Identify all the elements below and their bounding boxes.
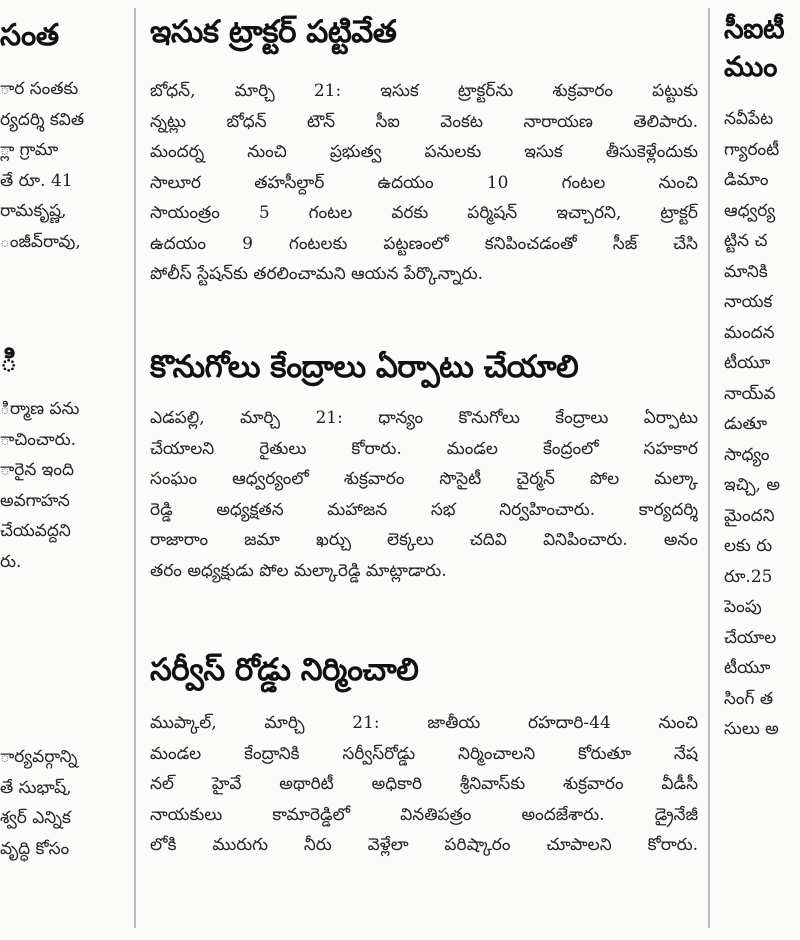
article-line: నల్ హైవే అథారిటీ అధికారి శ్రీనివాస్‌కు శుక్రవారం వీడీసీ	[150, 774, 698, 794]
article-line: పోలీస్ స్టేషన్‌కు తరలించామని ఆయన పేర్కొన్నారు.	[150, 264, 484, 284]
article-headline: సంత	[0, 18, 59, 53]
article-line: మందన	[724, 322, 775, 343]
article-line: సాధ్యం	[724, 444, 770, 465]
article-line: సంఘం ఆధ్వర్యంలో శుక్రవారం సొసైటీ చైర్మన్ పోల మల్కా	[150, 469, 698, 489]
left-column	[0, 0, 120, 940]
article-line: నాయకులు కామారెడ్డిలో వినతిపత్రం అందజేశారు. డ్రైనేజీ	[150, 804, 698, 825]
article-line: మానికి	[724, 261, 768, 282]
article-line: ార సంతకు	[0, 79, 79, 99]
article-line: రాజారాం జమా ఖర్చు లెక్కలు చదివి వినిపించారు. అనం	[150, 530, 698, 550]
article-line: గ్యారంటీ	[724, 139, 780, 160]
middle-column	[150, 0, 698, 940]
article-line: మందర్న నుంచి ప్రభుత్వ పనులకు ఇసుక తీసుకెళ్లేందుకు	[150, 142, 698, 162]
article-line: పెంపు	[724, 597, 762, 617]
article-line: ఆధ్వర్య	[724, 200, 776, 221]
article-line: ముప్కాల్, మార్చి 21: జాతీయ రహదారి-44 నుంచి	[150, 713, 698, 733]
article-line: సాలూర తహసీల్దార్ ఉదయం 10 గంటల నుంచి	[150, 172, 698, 193]
article-line: నాయక	[724, 292, 773, 312]
article-line: తరం అధ్యక్షుడు పోల మల్కారెడ్డి మాట్లాడారు.	[150, 560, 447, 581]
article-line: ాచించారు.	[0, 429, 77, 450]
article-line: తే రూ. 41	[0, 170, 73, 191]
article-line: మండల కేంద్రానికి సర్వీస్‌రోడ్డు నిర్మించాలని కోరుతూ నేష	[150, 743, 698, 764]
article-line: ార్యవర్గాన్ని	[0, 747, 78, 767]
article-line: సింగ్ త	[724, 688, 774, 709]
article-headline: ి	[0, 344, 17, 379]
article-line: ంజీవ్‌రావు,	[0, 231, 81, 252]
article-sand-tractor	[150, 10, 698, 290]
article-line: సులు అ	[724, 719, 779, 739]
article-headline: ఇసుక ట్రాక్టర్ పట్టివేత	[150, 14, 397, 50]
article-line: ిర్మాణ పను	[0, 399, 80, 419]
left-article-2	[0, 340, 120, 577]
article-line: వృద్ధి కోసం	[0, 838, 70, 859]
article-line: న్నట్లు బోధన్ టౌన్ సీఐ వెంకట నారాయణ తెలిపారు.	[150, 111, 698, 132]
article-service-road	[150, 648, 698, 861]
article-headline: సర్వీస్ రోడ్డు నిర్మించాలి	[150, 652, 419, 688]
article-line: చేయాలని రైతులు కోరారు. మండల కేంద్రంలో సహకార	[150, 438, 698, 459]
article-line: తే సుభాష్,	[0, 777, 72, 798]
column-divider	[708, 8, 710, 928]
article-line: రెడ్డి అధ్యక్షతన మహాజన సభ నిర్వహించారు. కార్యదర్శి	[150, 499, 698, 520]
right-article	[724, 10, 800, 745]
article-line: చేయవద్దని	[0, 521, 71, 541]
article-line: రూ.25	[724, 566, 773, 587]
left-article-3	[0, 742, 120, 864]
article-line: ్లా గ్రామా	[0, 140, 59, 160]
article-line: ారైన ఇంది	[0, 460, 74, 480]
article-line: శ్వర్ ఎన్నిక	[0, 808, 71, 828]
article-headline: సీఐటీ	[724, 12, 785, 45]
article-line: ఎడపల్లి, మార్చి 21: ధాన్యం కొనుగోలు కేంద్రాలు ఏర్పాటు	[150, 408, 698, 428]
article-line: మైందని	[724, 505, 775, 526]
article-line: డుతూ	[724, 414, 768, 434]
article-line: టీయూ	[724, 353, 771, 373]
article-line: నాయ్‌వ	[724, 383, 776, 404]
article-line: డిమాం	[724, 170, 769, 190]
article-line: టీయూ	[724, 658, 771, 678]
article-line: ఇచ్చి, అ	[724, 475, 780, 495]
article-line: రు.	[0, 551, 22, 572]
article-line: ర్యదర్శి కవిత	[0, 109, 85, 130]
article-line: అవగాహన	[0, 490, 70, 511]
article-headline: కొనుగోలు కేంద్రాలు ఏర్పాటు చేయాలి	[150, 349, 579, 385]
article-line: ఉదయం 9 గంటలకు పట్టణంలో కనిపించడంతో సీజ్ చేసి	[150, 233, 698, 254]
article-line: ట్టిన చ	[724, 231, 768, 251]
article-line: రామకృష్ణ,	[0, 201, 67, 221]
article-line: లకు రు	[724, 536, 773, 556]
article-line: లోకి మురుగు నీరు వెళ్లేలా పరిష్కారం చూపాలని కోరారు.	[150, 835, 698, 855]
left-article-1	[0, 14, 120, 257]
article-line: బోధన్, మార్చి 21: ఇసుక ట్రాక్టర్‌ను శుక్రవారం పట్టుకు	[150, 81, 698, 101]
article-procurement-centres	[150, 345, 698, 586]
right-column	[724, 0, 800, 940]
column-divider	[134, 8, 136, 928]
article-headline: ముం	[724, 50, 778, 83]
article-line: నవీపేట	[724, 109, 774, 129]
article-line: సాయంత్రం 5 గంటల వరకు పర్మిషన్ ఇచ్చారని, ట్రాక్టర్	[150, 203, 698, 223]
article-line: చేయాల	[724, 627, 777, 648]
